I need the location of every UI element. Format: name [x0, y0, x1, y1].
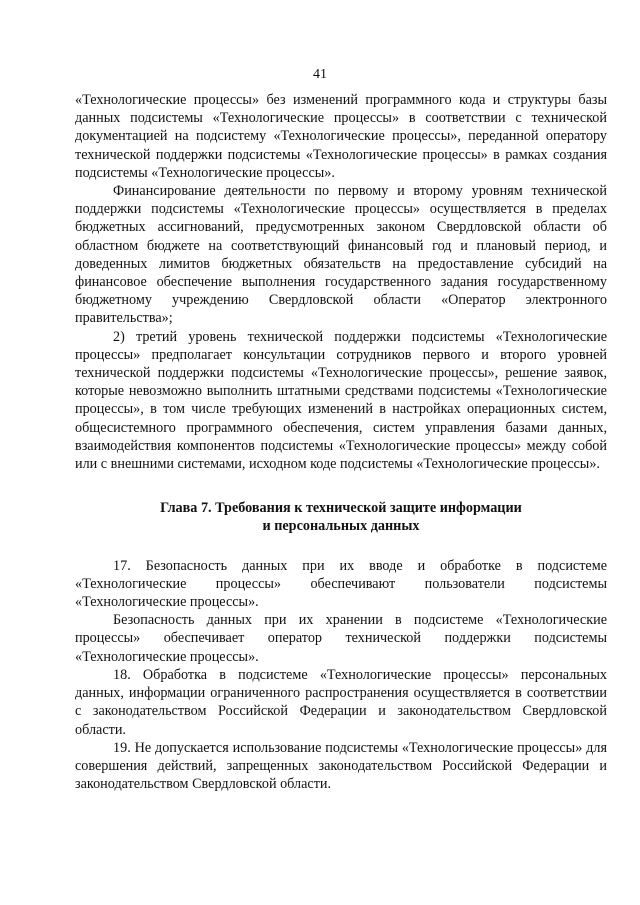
chapter-title-line-2: и персональных данных: [262, 518, 420, 535]
paragraph-financing: Финансирование деятельности по первому и второму уровням технической поддержки подсистемы «Технологические процессы» осуществляется в пределах бюджетных ассигнований, предусмотренных законом Свердловской области об областном бюджете на соответствующий финансовый год и плановый период, и доведенных лимитов бюджетных обязательств на предоставление субсидий на финансовое обеспечение выполнения государственного задания государственному бюджетному учреждению Свердловской области «Оператор электронного правительства»;: [75, 183, 607, 327]
paragraph-item-18: 18. Обработка в подсистеме «Технологические процессы» персональных данных, информации ограниченного распространения осуществляется в соответствии с законодательством Российской Федерации и законодательством Свердловской области.: [75, 666, 607, 738]
paragraph-continuation: «Технологические процессы» без изменений программного кода и структуры базы данных подсистемы «Технологические процессы» в соответствии с технической документацией на подсистему «Технологические процессы», переданной оператору технической поддержки подсистемы «Технологические процессы» в рамках создания подсистемы «Технологические процессы».: [75, 92, 607, 181]
paragraph-item-19: 19. Не допускается использование подсистемы «Технологические процессы» для совершения действий, запрещенных законодательством Российской Федерации и законодательством Свердловской области.: [75, 739, 607, 793]
page-number: 41: [313, 67, 327, 82]
paragraph-storage-security: Безопасность данных при их хранении в подсистеме «Технологические процессы» обеспечивает оператор технической поддержки подсистемы «Технологические процессы».: [75, 612, 607, 665]
paragraph-item-17: 17. Безопасность данных при их вводе и обработке в подсистеме «Технологические процессы» обеспечивают пользователи подсистемы «Технологические процессы».: [75, 557, 607, 611]
paragraph-third-level-support: 2) третий уровень технической поддержки подсистемы «Технологические процессы» предполагает консультации сотрудников первого и второго уровней технической поддержки подсистемы «Технологические процессы», решение заявок, которые невозможно выполнить штатными средствами подсистемы «Технологические процессы», в том числе требующих изменений в настройках операционных систем, общесистемного программного обеспечения, систем управления базами данных, взаимодействия компонентов подсистемы «Технологические процессы» между собой или с внешними системами, исходном коде подсистемы «Технологические процессы».: [75, 328, 607, 473]
document-body: [75, 91, 607, 793]
chapter-title: [75, 499, 607, 535]
chapter-title-line-1: Глава 7. Требования к технической защите информации: [160, 500, 522, 517]
spacer: [75, 536, 607, 557]
